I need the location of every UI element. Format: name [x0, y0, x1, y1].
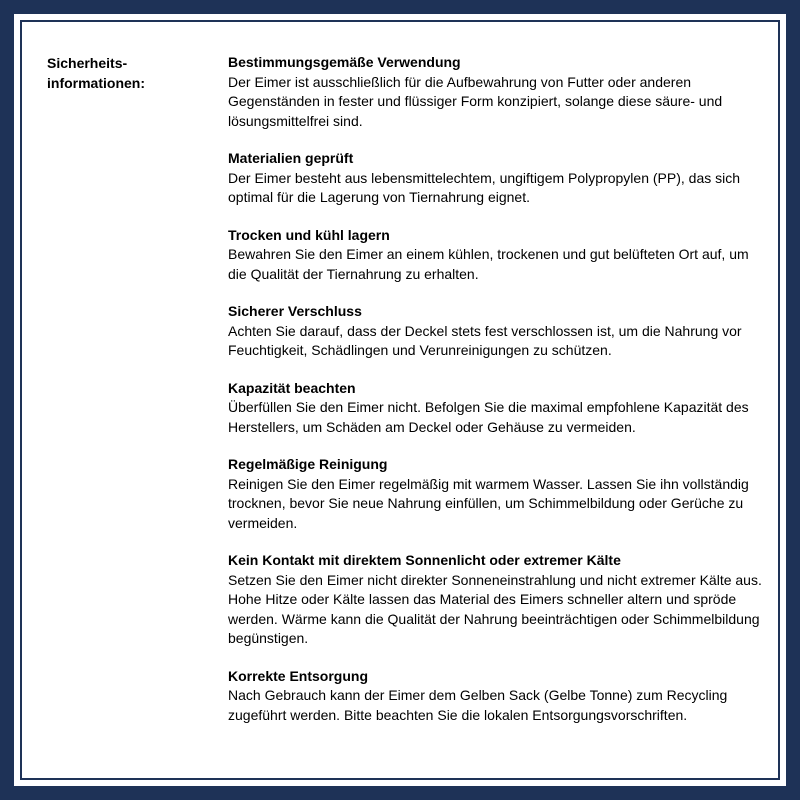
- section-title: Kapazität beachten: [228, 379, 356, 396]
- section-body: Nach Gebrauch kann der Eimer dem Gelben Sack (Gelbe Tonne) zum Recycling zugeführt werden. Bitte beachten Sie die lokalen Entsorgungsvorschriften.: [228, 687, 728, 723]
- section-title: Materialien geprüft: [228, 150, 354, 166]
- section-body: Der Eimer besteht aus lebensmittelechtem, ungiftigem Polypropylen (PP), das sich optimal für die Lagerung von Tiernahrung eignet.: [228, 169, 741, 205]
- section-title: Sicherer Verschluss: [228, 303, 362, 319]
- section-title: Kein Kontakt mit direktem Sonnenlicht oder extremer Kälte: [228, 552, 621, 568]
- section-materials-tested: [228, 149, 768, 208]
- safety-info-label-line2: informationen:: [47, 75, 145, 91]
- safety-info-label: [47, 53, 207, 93]
- section-title: Regelmäßige Reinigung: [228, 456, 388, 472]
- section-intended-use: [228, 53, 768, 131]
- section-body: Der Eimer ist ausschließlich für die Aufbewahrung von Futter oder anderen Gegenständen in fester und flüssiger Form konzipiert, solange diese säure- und lösungsmittelfrei sind.: [228, 73, 723, 129]
- section-title: Bestimmungsgemäße Verwendung: [228, 54, 461, 70]
- section-dry-cool-storage: [228, 226, 768, 285]
- section-title: Trocken und kühl lagern: [228, 226, 390, 243]
- section-capacity: [228, 379, 768, 438]
- section-body: Bewahren Sie den Eimer an einem kühlen, trockenen und gut belüfteten Ort auf, um die Qualität der Tiernahrung zu erhalten.: [228, 246, 749, 282]
- section-body: Setzen Sie den Eimer nicht direkter Sonneneinstrahlung und nicht extremer Kälte aus. Hohe Hitze oder Kälte lassen das Material des Eimers schneller altern und spröde werden. Wärme kann die Qualität der Nahrung beeinträchtigen oder Schimmelbildung begünstigen.: [228, 571, 762, 646]
- section-secure-lid: [228, 302, 768, 361]
- section-body: Reinigen Sie den Eimer regelmäßig mit warmem Wasser. Lassen Sie ihn vollständig trocknen, bevor Sie neue Nahrung einfüllen, um Schimmelbildung oder Gerüche zu vermeiden.: [228, 475, 749, 531]
- section-disposal: [228, 667, 768, 726]
- section-regular-cleaning: [228, 455, 768, 533]
- safety-sections: [228, 53, 768, 743]
- section-sunlight-cold: [228, 551, 768, 649]
- section-title: Korrekte Entsorgung: [228, 667, 369, 684]
- safety-info-label-line1: Sicherheits-: [47, 55, 128, 71]
- section-body: Überfüllen Sie den Eimer nicht. Befolgen Sie die maximal empfohlene Kapazität des Herstellers, um Schäden am Deckel oder Gehäuse zu vermeiden.: [228, 399, 749, 435]
- section-body: Achten Sie darauf, dass der Deckel stets fest verschlossen ist, um die Nahrung vor Feuchtigkeit, Schädlingen und Verunreinigungen zu schützen.: [228, 322, 742, 358]
